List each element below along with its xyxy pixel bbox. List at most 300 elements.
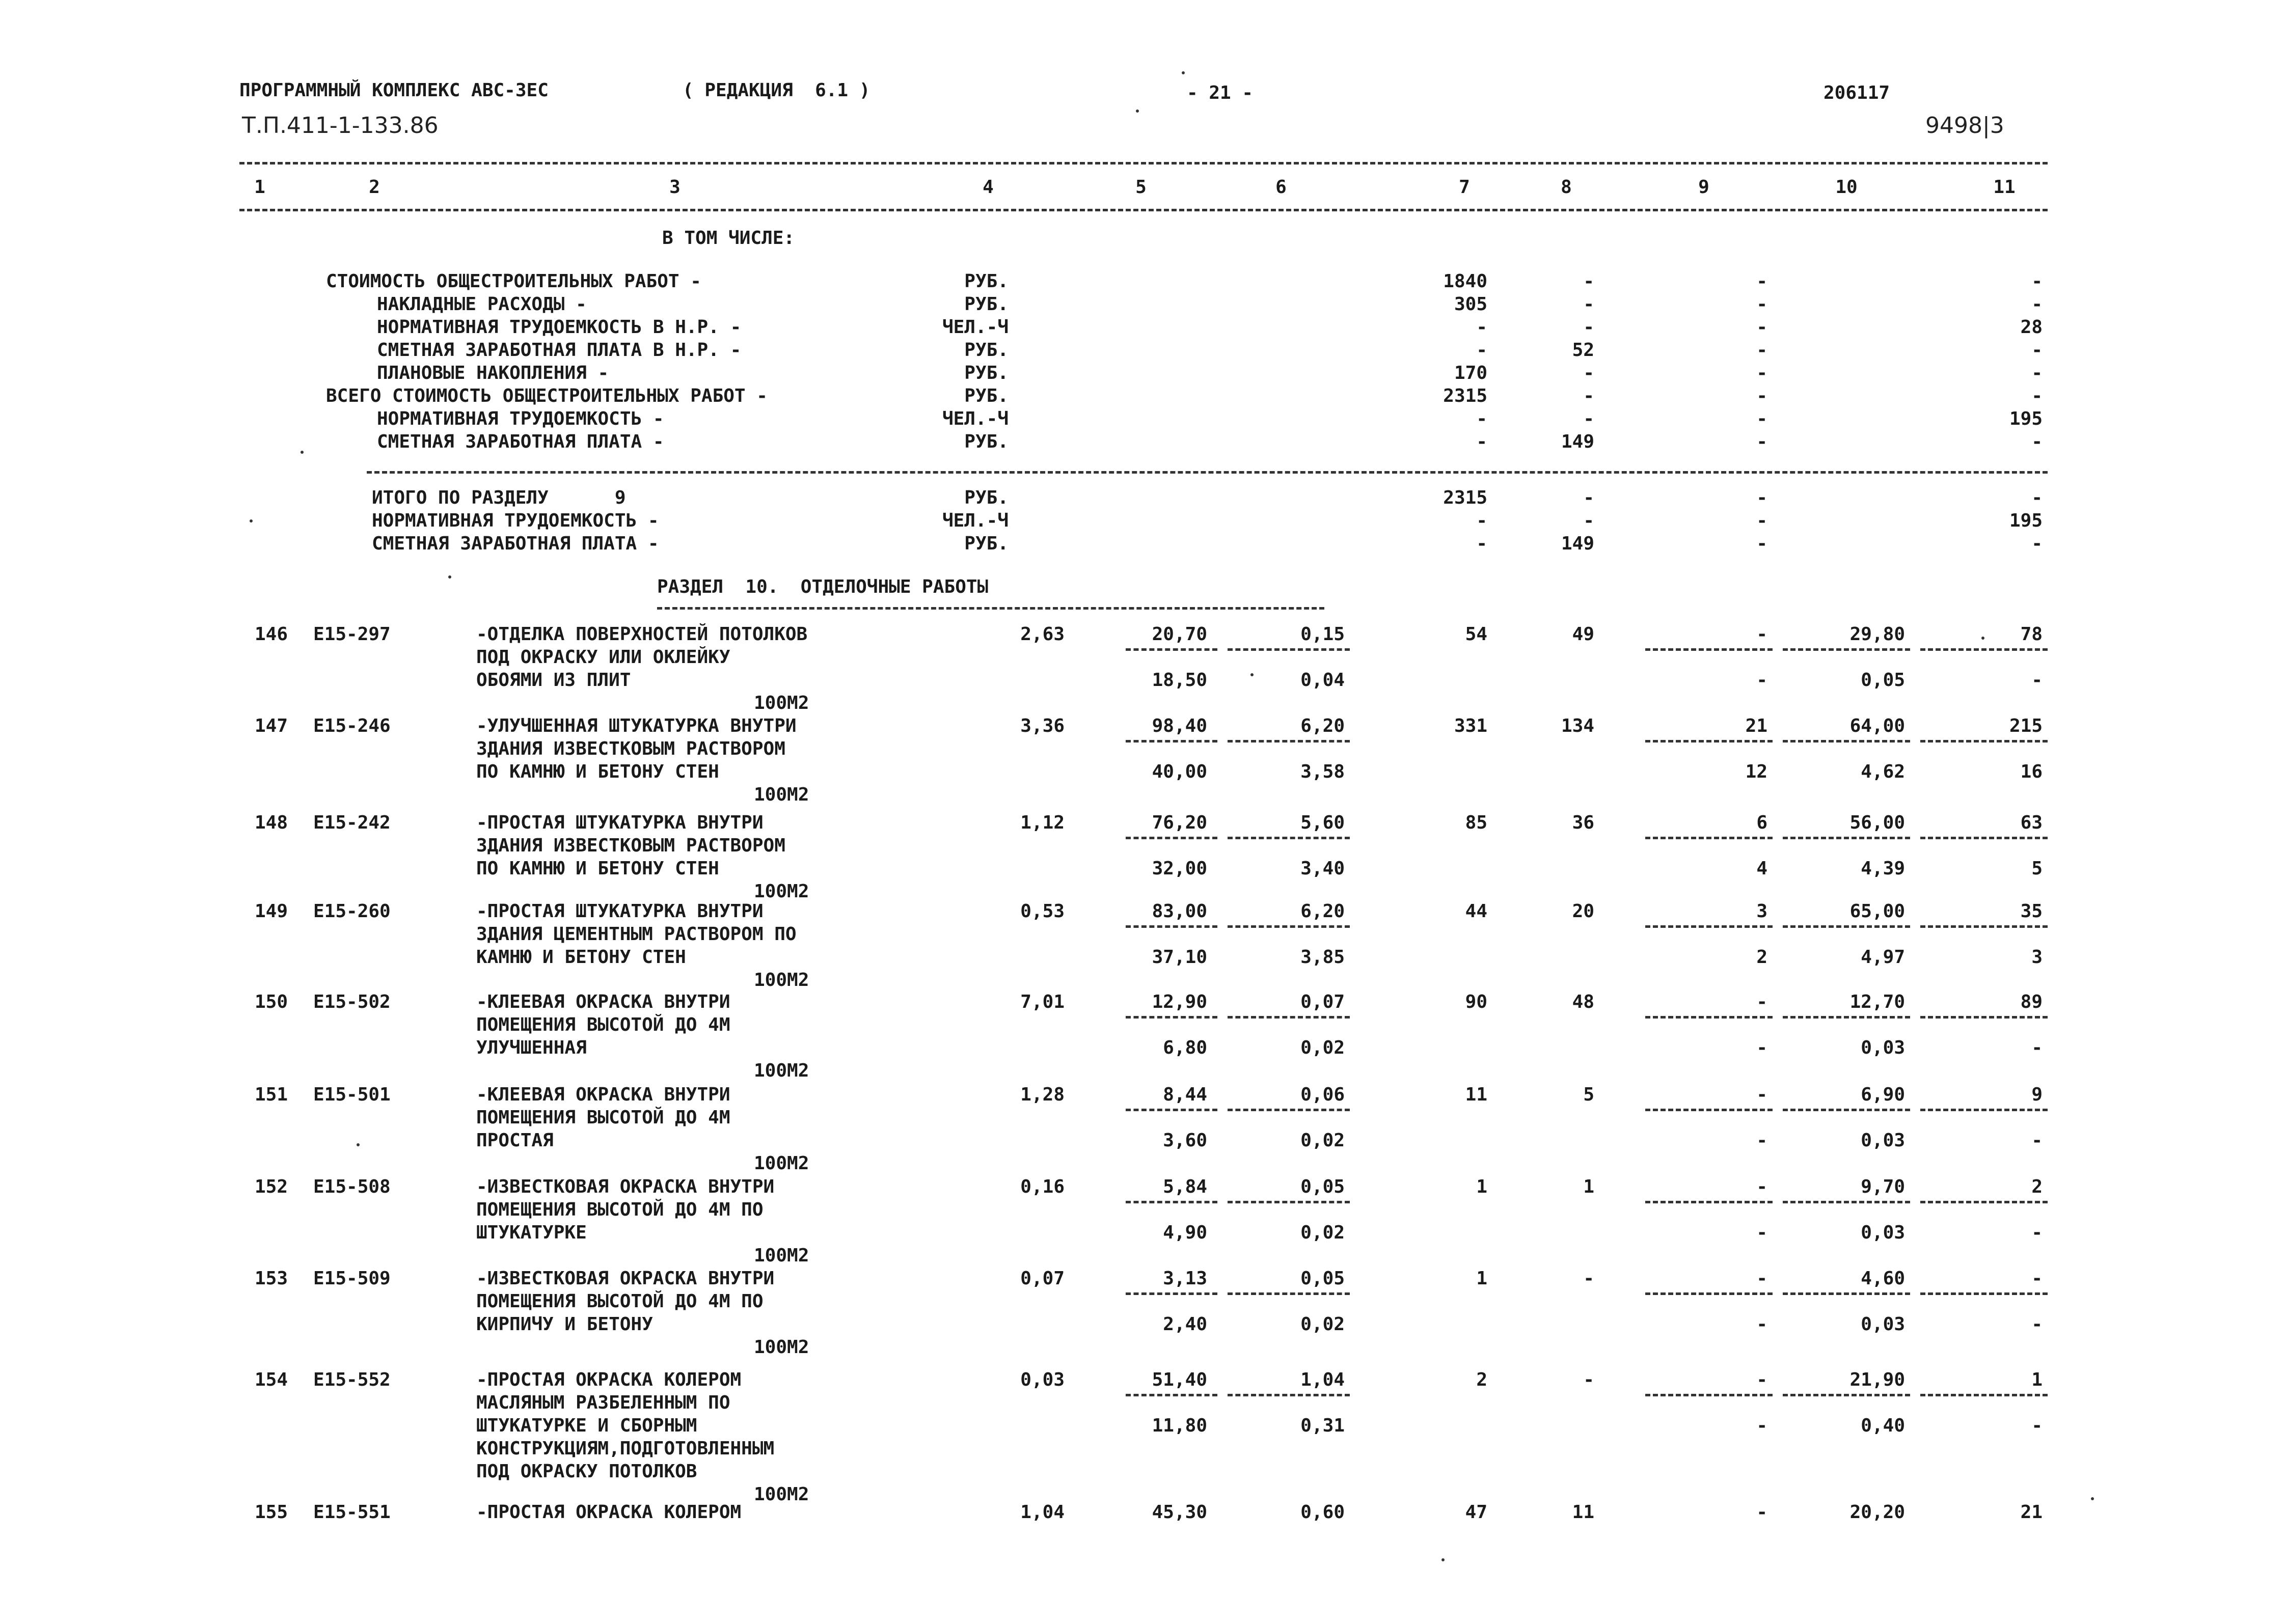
- item-col10: 21,90: [1849, 1369, 1905, 1390]
- summary-unit: РУБ.: [964, 386, 1009, 406]
- item-machine-price: 2,40: [1163, 1314, 1207, 1335]
- item-description-line: ОБОЯМИ ИЗ ПЛИТ: [476, 670, 631, 691]
- item-unit: 100М2: [754, 1484, 809, 1505]
- item-description-line: -ПРОСТАЯ ОКРАСКА КОЛЕРОМ: [476, 1502, 742, 1523]
- item-unit-wage: 0,06: [1300, 1084, 1345, 1105]
- item-col9: -: [1756, 1268, 1767, 1289]
- item-col9-sub: -: [1756, 1415, 1767, 1436]
- item-unit-price: 5,84: [1163, 1176, 1207, 1197]
- section-title-underline: [657, 607, 1324, 610]
- table-top-rule: [239, 162, 2048, 164]
- summary-col9: -: [1756, 431, 1767, 452]
- item-number: 152: [255, 1176, 288, 1197]
- col11-rule: [1920, 1292, 2048, 1295]
- column-number-11: 11: [1993, 177, 2016, 198]
- wage-rule: [1228, 1394, 1350, 1396]
- item-quantity: 1,28: [1020, 1084, 1065, 1105]
- summary-label: НОРМАТИВНАЯ ТРУДОЕМКОСТЬ -: [377, 408, 664, 429]
- col9-rule: [1645, 648, 1773, 651]
- item-quantity: 2,63: [1020, 624, 1065, 645]
- item-description-line: ПОМЕЩЕНИЯ ВЫСОТОЙ ДО 4М: [476, 1107, 730, 1128]
- item-col11-sub: -: [2031, 1222, 2043, 1243]
- item-col10-sub: 0,03: [1861, 1314, 1905, 1335]
- item-description-line: КИРПИЧУ И БЕТОНУ: [476, 1314, 653, 1335]
- wage-rule: [1228, 925, 1350, 928]
- item-machine-wage: 3,40: [1300, 858, 1345, 879]
- summary-unit: РУБ.: [964, 431, 1009, 452]
- item-quantity: 0,16: [1020, 1176, 1065, 1197]
- section-title: РАЗДЕЛ 10. ОТДЕЛОЧНЫЕ РАБОТЫ: [657, 576, 989, 597]
- item-description-line: ПРОСТАЯ: [476, 1130, 554, 1151]
- item-unit-price: 76,20: [1152, 812, 1207, 833]
- summary-col8: -: [1583, 386, 1594, 406]
- totals-col8: 149: [1561, 533, 1594, 554]
- item-code: Е15-501: [313, 1084, 391, 1105]
- item-col11: 21: [2020, 1502, 2043, 1523]
- item-description-line: -ИЗВЕСТКОВАЯ ОКРАСКА ВНУТРИ: [476, 1268, 775, 1289]
- item-col9-sub: -: [1756, 670, 1767, 691]
- item-col11-sub: -: [2031, 670, 2043, 691]
- summary-col11: -: [2031, 431, 2043, 452]
- col10-rule: [1783, 837, 1910, 839]
- program-title: ПРОГРАММНЫЙ КОМПЛЕКС АВС-ЗЕС: [239, 80, 549, 101]
- col10-rule: [1783, 740, 1910, 742]
- price-rule: [1126, 648, 1217, 651]
- item-col9-sub: -: [1756, 1037, 1767, 1058]
- price-rule: [1126, 925, 1217, 928]
- item-total-cost: 90: [1465, 992, 1487, 1012]
- item-col9: -: [1756, 1502, 1767, 1523]
- item-description-line: -ПРОСТАЯ ШТУКАТУРКА ВНУТРИ: [476, 812, 764, 833]
- sheet-number: 9498|3: [1925, 113, 2004, 139]
- item-col11: 78: [2020, 624, 2043, 645]
- item-total-cost: 85: [1465, 812, 1487, 833]
- item-unit: 100М2: [754, 1153, 809, 1174]
- summary-col9: -: [1756, 317, 1767, 338]
- summary-col8: -: [1583, 363, 1594, 383]
- summary-label: НОРМАТИВНАЯ ТРУДОЕМКОСТЬ В Н.Р. -: [377, 317, 742, 338]
- item-unit-wage: 0,60: [1300, 1502, 1345, 1523]
- item-total-cost: 47: [1465, 1502, 1487, 1523]
- item-col10-sub: 0,40: [1861, 1415, 1905, 1436]
- col11-rule: [1920, 1109, 2048, 1111]
- scan-speck: [1441, 1558, 1445, 1561]
- item-code: Е15-508: [313, 1176, 391, 1197]
- column-number-3: 3: [669, 177, 681, 198]
- col9-rule: [1645, 1016, 1773, 1019]
- subtitle-in-that-number: В ТОМ ЧИСЛЕ:: [662, 228, 795, 249]
- totals-unit: ЧЕЛ.-Ч: [942, 510, 1009, 531]
- item-total-cost: 11: [1465, 1084, 1487, 1105]
- item-total-cost: 331: [1454, 715, 1487, 736]
- scan-speck: [1250, 673, 1254, 676]
- totals-col9: -: [1756, 510, 1767, 531]
- summary-col8: 52: [1572, 340, 1594, 361]
- item-description-line: ПОМЕЩЕНИЯ ВЫСОТОЙ ДО 4М: [476, 1014, 730, 1035]
- item-machine-wage: 0,02: [1300, 1314, 1345, 1335]
- totals-col9: -: [1756, 487, 1767, 508]
- totals-col8: -: [1583, 487, 1594, 508]
- col11-rule: [1920, 1016, 2048, 1019]
- item-description-line: ПОД ОКРАСКУ ПОТОЛКОВ: [476, 1461, 697, 1482]
- item-col11: 9: [2031, 1084, 2043, 1105]
- scan-speck: [1136, 109, 1139, 113]
- item-quantity: 0,53: [1020, 901, 1065, 922]
- item-col9-sub: 12: [1745, 761, 1767, 782]
- column-number-7: 7: [1459, 177, 1470, 198]
- col11-rule: [1920, 648, 2048, 651]
- price-rule: [1126, 740, 1217, 742]
- item-col9: 6: [1756, 812, 1767, 833]
- scan-speck: [1182, 71, 1185, 74]
- totals-col11: -: [2031, 533, 2043, 554]
- totals-col11: -: [2031, 487, 2043, 508]
- item-col10-sub: 0,03: [1861, 1222, 1905, 1243]
- item-machine-wage: 0,02: [1300, 1222, 1345, 1243]
- column-number-9: 9: [1698, 177, 1709, 198]
- item-unit-price: 3,13: [1163, 1268, 1207, 1289]
- summary-unit: ЧЕЛ.-Ч: [942, 317, 1009, 338]
- item-unit-price: 51,40: [1152, 1369, 1207, 1390]
- summary-label: ПЛАНОВЫЕ НАКОПЛЕНИЯ -: [377, 363, 609, 383]
- item-machine-wage: 0,02: [1300, 1130, 1345, 1151]
- item-description-line: ПО КАМНЮ И БЕТОНУ СТЕН: [476, 761, 719, 782]
- item-unit: 100М2: [754, 970, 809, 990]
- item-total-wage: -: [1583, 1268, 1594, 1289]
- item-unit-price: 45,30: [1152, 1502, 1207, 1523]
- col11-rule: [1920, 740, 2048, 742]
- item-machine-price: 11,80: [1152, 1415, 1207, 1436]
- col11-rule: [1920, 925, 2048, 928]
- column-number-6: 6: [1275, 177, 1287, 198]
- column-number-5: 5: [1135, 177, 1147, 198]
- item-description-line: КАМНЮ И БЕТОНУ СТЕН: [476, 947, 686, 968]
- wage-rule: [1228, 648, 1350, 651]
- item-description-line: УЛУЧШЕННАЯ: [476, 1037, 587, 1058]
- column-number-2: 2: [369, 177, 380, 198]
- item-number: 146: [255, 624, 288, 645]
- item-unit-price: 20,70: [1152, 624, 1207, 645]
- item-machine-wage: 3,85: [1300, 947, 1345, 968]
- price-rule: [1126, 1109, 1217, 1111]
- item-unit: 100М2: [754, 784, 809, 805]
- col9-rule: [1645, 837, 1773, 839]
- summary-col8: -: [1583, 408, 1594, 429]
- item-code: Е15-260: [313, 901, 391, 922]
- summary-label: ВСЕГО СТОИМОСТЬ ОБЩЕСТРОИТЕЛЬНЫХ РАБОТ -: [326, 386, 768, 406]
- item-col9: -: [1756, 624, 1767, 645]
- summary-col8: -: [1583, 317, 1594, 338]
- item-col11: 63: [2020, 812, 2043, 833]
- item-code: Е15-502: [313, 992, 391, 1012]
- item-col9: -: [1756, 1176, 1767, 1197]
- item-col11-sub: -: [2031, 1415, 2043, 1436]
- item-unit-wage: 0,15: [1300, 624, 1345, 645]
- item-total-cost: 2: [1476, 1369, 1487, 1390]
- summary-unit: РУБ.: [964, 340, 1009, 361]
- item-col10: 4,60: [1861, 1268, 1905, 1289]
- item-col10: 6,90: [1861, 1084, 1905, 1105]
- item-unit: 100М2: [754, 1245, 809, 1266]
- item-col10: 20,20: [1849, 1502, 1905, 1523]
- item-col10-sub: 4,39: [1861, 858, 1905, 879]
- item-col10: 12,70: [1849, 992, 1905, 1012]
- item-description-line: ЗДАНИЯ ИЗВЕСТКОВЫМ РАСТВОРОМ: [476, 835, 785, 856]
- item-machine-price: 3,60: [1163, 1130, 1207, 1151]
- summary-unit: РУБ.: [964, 271, 1009, 292]
- item-number: 150: [255, 992, 288, 1012]
- col9-rule: [1645, 740, 1773, 742]
- item-col9: 3: [1756, 901, 1767, 922]
- item-col10: 65,00: [1849, 901, 1905, 922]
- totals-label: НОРМАТИВНАЯ ТРУДОЕМКОСТЬ -: [372, 510, 659, 531]
- totals-label: ИТОГО ПО РАЗДЕЛУ 9: [372, 487, 626, 508]
- item-col9-sub: 2: [1756, 947, 1767, 968]
- item-col10-sub: 4,97: [1861, 947, 1905, 968]
- summary-unit: РУБ.: [964, 294, 1009, 315]
- item-machine-wage: 3,58: [1300, 761, 1345, 782]
- wage-rule: [1228, 1016, 1350, 1019]
- scan-speck: [250, 519, 253, 522]
- item-description-line: -КЛЕЕВАЯ ОКРАСКА ВНУТРИ: [476, 992, 730, 1012]
- item-number: 147: [255, 715, 288, 736]
- item-unit-wage: 0,05: [1300, 1176, 1345, 1197]
- item-code: Е15-552: [313, 1369, 391, 1390]
- item-description-line: ПО КАМНЮ И БЕТОНУ СТЕН: [476, 858, 719, 879]
- project-number: Т.П.411-1-133.86: [242, 113, 439, 139]
- item-col9-sub: 4: [1756, 858, 1767, 879]
- item-description-line: -ОТДЕЛКА ПОВЕРХНОСТЕЙ ПОТОЛКОВ: [476, 624, 808, 645]
- summary-col11: -: [2031, 271, 2043, 292]
- item-description-line: ШТУКАТУРКЕ И СБОРНЫМ: [476, 1415, 697, 1436]
- item-description-line: -ИЗВЕСТКОВАЯ ОКРАСКА ВНУТРИ: [476, 1176, 775, 1197]
- item-quantity: 7,01: [1020, 992, 1065, 1012]
- price-rule: [1126, 1201, 1217, 1203]
- item-number: 153: [255, 1268, 288, 1289]
- item-col9-sub: -: [1756, 1130, 1767, 1151]
- item-description-line: ПОМЕЩЕНИЯ ВЫСОТОЙ ДО 4М ПО: [476, 1199, 764, 1220]
- summary-col11: -: [2031, 363, 2043, 383]
- item-unit-price: 8,44: [1163, 1084, 1207, 1105]
- item-machine-price: 37,10: [1152, 947, 1207, 968]
- price-rule: [1126, 1292, 1217, 1295]
- col9-rule: [1645, 1109, 1773, 1111]
- totals-col7: 2315: [1443, 487, 1487, 508]
- item-total-wage: 36: [1572, 812, 1594, 833]
- col10-rule: [1783, 1292, 1910, 1295]
- wage-rule: [1228, 1109, 1350, 1111]
- item-total-cost: 44: [1465, 901, 1487, 922]
- totals-unit: РУБ.: [964, 487, 1009, 508]
- summary-unit: РУБ.: [964, 363, 1009, 383]
- col10-rule: [1783, 1016, 1910, 1019]
- totals-unit: РУБ.: [964, 533, 1009, 554]
- col10-rule: [1783, 925, 1910, 928]
- item-col11-sub: -: [2031, 1037, 2043, 1058]
- item-unit-wage: 6,20: [1300, 901, 1345, 922]
- item-description-line: ПОД ОКРАСКУ ИЛИ ОКЛЕЙКУ: [476, 647, 730, 668]
- item-description-line: -КЛЕЕВАЯ ОКРАСКА ВНУТРИ: [476, 1084, 730, 1105]
- item-col11: 215: [2009, 715, 2043, 736]
- wage-rule: [1228, 837, 1350, 839]
- item-description-line: МАСЛЯНЫМ РАЗБЕЛЕННЫМ ПО: [476, 1392, 730, 1413]
- item-total-cost: 54: [1465, 624, 1487, 645]
- item-unit: 100М2: [754, 1060, 809, 1081]
- totals-label: СМЕТНАЯ ЗАРАБОТНАЯ ПЛАТА -: [372, 533, 659, 554]
- summary-col7: -: [1476, 431, 1487, 452]
- scan-speck: [357, 1143, 360, 1146]
- item-col9-sub: -: [1756, 1222, 1767, 1243]
- scan-speck: [1981, 637, 1984, 640]
- summary-col11: 195: [2009, 408, 2043, 429]
- item-total-wage: 20: [1572, 901, 1594, 922]
- item-description-line: -ПРОСТАЯ ОКРАСКА КОЛЕРОМ: [476, 1369, 742, 1390]
- item-description-line: ЗДАНИЯ ИЗВЕСТКОВЫМ РАСТВОРОМ: [476, 738, 785, 759]
- item-col10: 64,00: [1849, 715, 1905, 736]
- summary-col7: 1840: [1443, 271, 1487, 292]
- summary-col11: -: [2031, 386, 2043, 406]
- item-code: Е15-246: [313, 715, 391, 736]
- col10-rule: [1783, 1109, 1910, 1111]
- item-description-line: -УЛУЧШЕННАЯ ШТУКАТУРКА ВНУТРИ: [476, 715, 797, 736]
- totals-col11: 195: [2009, 510, 2043, 531]
- item-col11-sub: 16: [2020, 761, 2043, 782]
- item-col11: -: [2031, 1268, 2043, 1289]
- item-total-wage: 11: [1572, 1502, 1594, 1523]
- item-machine-price: 4,90: [1163, 1222, 1207, 1243]
- col9-rule: [1645, 1394, 1773, 1396]
- item-col11-sub: 5: [2031, 858, 2043, 879]
- item-quantity: 0,07: [1020, 1268, 1065, 1289]
- item-col9: -: [1756, 1369, 1767, 1390]
- item-number: 149: [255, 901, 288, 922]
- item-machine-wage: 0,02: [1300, 1037, 1345, 1058]
- item-unit-price: 98,40: [1152, 715, 1207, 736]
- col11-rule: [1920, 837, 2048, 839]
- item-col9: -: [1756, 1084, 1767, 1105]
- item-col11: 2: [2031, 1176, 2043, 1197]
- item-description-line: КОНСТРУКЦИЯМ,ПОДГОТОВЛЕННЫМ: [476, 1438, 775, 1459]
- item-total-wage: 48: [1572, 992, 1594, 1012]
- col10-rule: [1783, 1394, 1910, 1396]
- item-total-cost: 1: [1476, 1268, 1487, 1289]
- item-col9: -: [1756, 992, 1767, 1012]
- summary-col9: -: [1756, 408, 1767, 429]
- column-number-1: 1: [254, 177, 265, 198]
- column-number-4: 4: [983, 177, 994, 198]
- summary-unit: ЧЕЛ.-Ч: [942, 408, 1009, 429]
- scan-speck: [2091, 1497, 2094, 1500]
- wage-rule: [1228, 1201, 1350, 1203]
- header-bottom-rule: [239, 209, 2048, 211]
- item-number: 151: [255, 1084, 288, 1105]
- item-total-wage: 1: [1583, 1176, 1594, 1197]
- item-unit-price: 83,00: [1152, 901, 1207, 922]
- summary-label: НАКЛАДНЫЕ РАСХОДЫ -: [377, 294, 587, 315]
- item-unit-wage: 0,07: [1300, 992, 1345, 1012]
- summary-col9: -: [1756, 363, 1767, 383]
- item-number: 154: [255, 1369, 288, 1390]
- edition-label: ( РЕДАКЦИЯ 6.1 ): [683, 80, 870, 101]
- summary-col7: -: [1476, 408, 1487, 429]
- item-col11-sub: -: [2031, 1130, 2043, 1151]
- item-description-line: ЗДАНИЯ ЦЕМЕНТНЫМ РАСТВОРОМ ПО: [476, 924, 797, 945]
- col9-rule: [1645, 1292, 1773, 1295]
- page-number: - 21 -: [1187, 82, 1254, 103]
- price-rule: [1126, 1394, 1217, 1396]
- summary-col7: 305: [1454, 294, 1487, 315]
- column-number-10: 10: [1835, 177, 1858, 198]
- item-number: 148: [255, 812, 288, 833]
- item-machine-price: 18,50: [1152, 670, 1207, 691]
- column-number-8: 8: [1561, 177, 1572, 198]
- col9-rule: [1645, 925, 1773, 928]
- item-total-wage: 49: [1572, 624, 1594, 645]
- summary-col9: -: [1756, 386, 1767, 406]
- item-col10: 29,80: [1849, 624, 1905, 645]
- col9-rule: [1645, 1201, 1773, 1203]
- price-rule: [1126, 837, 1217, 839]
- item-unit-price: 12,90: [1152, 992, 1207, 1012]
- item-unit-wage: 1,04: [1300, 1369, 1345, 1390]
- item-col11: 89: [2020, 992, 2043, 1012]
- item-col11: 35: [2020, 901, 2043, 922]
- item-col11: 1: [2031, 1369, 2043, 1390]
- item-machine-price: 6,80: [1163, 1037, 1207, 1058]
- summary-label: СМЕТНАЯ ЗАРАБОТНАЯ ПЛАТА -: [377, 431, 664, 452]
- scan-speck: [301, 451, 304, 454]
- summary-col11: 28: [2020, 317, 2043, 338]
- item-code: Е15-509: [313, 1268, 391, 1289]
- item-machine-price: 40,00: [1152, 761, 1207, 782]
- summary-col8: 149: [1561, 431, 1594, 452]
- summary-col7: 2315: [1443, 386, 1487, 406]
- item-total-wage: -: [1583, 1369, 1594, 1390]
- summary-col11: -: [2031, 294, 2043, 315]
- item-description-line: ШТУКАТУРКЕ: [476, 1222, 587, 1243]
- item-code: Е15-551: [313, 1502, 391, 1523]
- totals-col7: -: [1476, 533, 1487, 554]
- item-unit: 100М2: [754, 1337, 809, 1358]
- item-col10: 56,00: [1849, 812, 1905, 833]
- summary-col11: -: [2031, 340, 2043, 361]
- totals-rule: [367, 471, 2048, 474]
- summary-col7: 170: [1454, 363, 1487, 383]
- document-code: 206117: [1824, 82, 1890, 103]
- col10-rule: [1783, 648, 1910, 651]
- item-col10-sub: 0,05: [1861, 670, 1905, 691]
- scan-speck: [448, 575, 451, 579]
- item-machine-price: 32,00: [1152, 858, 1207, 879]
- item-col9-sub: -: [1756, 1314, 1767, 1335]
- item-code: Е15-297: [313, 624, 391, 645]
- col11-rule: [1920, 1394, 2048, 1396]
- item-unit: 100М2: [754, 881, 809, 902]
- summary-col9: -: [1756, 340, 1767, 361]
- summary-col9: -: [1756, 271, 1767, 292]
- item-quantity: 3,36: [1020, 715, 1065, 736]
- item-description-line: -ПРОСТАЯ ШТУКАТУРКА ВНУТРИ: [476, 901, 764, 922]
- item-unit-wage: 5,60: [1300, 812, 1345, 833]
- item-total-cost: 1: [1476, 1176, 1487, 1197]
- wage-rule: [1228, 1292, 1350, 1295]
- summary-col9: -: [1756, 294, 1767, 315]
- totals-col9: -: [1756, 533, 1767, 554]
- item-description-line: ПОМЕЩЕНИЯ ВЫСОТОЙ ДО 4М ПО: [476, 1291, 764, 1312]
- item-unit: 100М2: [754, 693, 809, 713]
- summary-col7: -: [1476, 317, 1487, 338]
- item-col11-sub: 3: [2031, 947, 2043, 968]
